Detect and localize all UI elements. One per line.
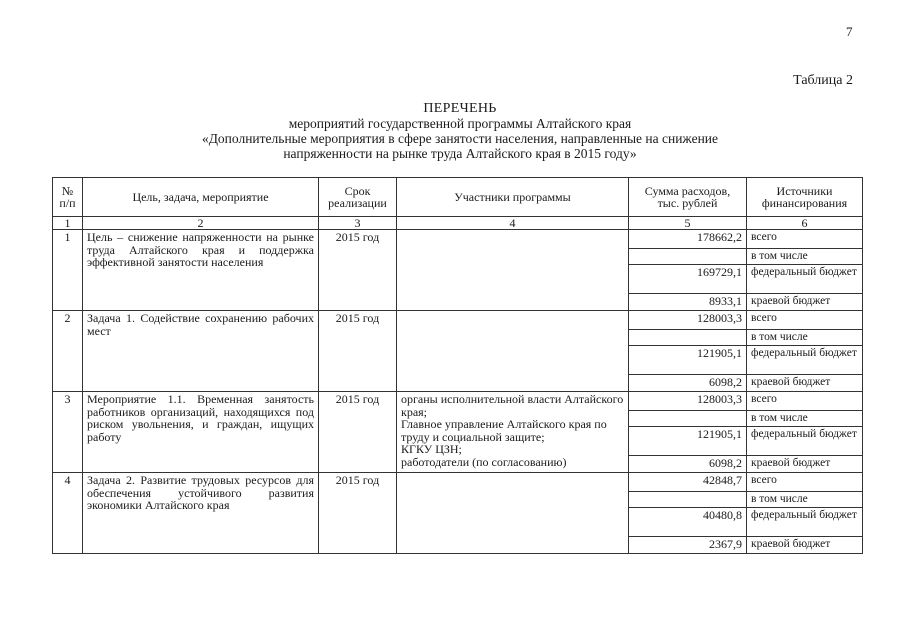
source-including: в том числе	[747, 492, 863, 508]
row-number: 3	[53, 392, 83, 473]
header-amount: Сумма расходов, тыс. рублей	[629, 178, 747, 217]
participant-line: КГКУ ЦЗН;	[401, 442, 462, 456]
row-term: 2015 год	[319, 230, 397, 311]
row-goal-text: Задача 1. Содействие сохранению рабочих мест	[83, 311, 319, 392]
amount-federal: 121905,1	[629, 346, 747, 375]
amount-empty	[629, 492, 747, 508]
row-number: 2	[53, 311, 83, 392]
table-row	[53, 473, 863, 492]
source-federal: федеральный бюджет	[747, 508, 863, 537]
table-row	[53, 230, 863, 249]
header-participants: Участники программы	[397, 178, 629, 217]
participant-line: Главное управление Алтайского края по труду и социальной защите;	[401, 417, 607, 444]
amount-total: 128003,3	[629, 311, 747, 330]
column-number: 4	[397, 217, 629, 230]
amount-empty	[629, 411, 747, 427]
table-row	[53, 311, 863, 330]
source-total: всего	[747, 392, 863, 411]
amount-federal: 169729,1	[629, 265, 747, 294]
title-line-3: напряженности на рынке труда Алтайского края в 2015 году»	[283, 146, 637, 161]
source-total: всего	[747, 311, 863, 330]
title-line-2: «Дополнительные мероприятия в сфере занятости населения, направленные на снижение	[201, 131, 719, 146]
amount-empty	[629, 330, 747, 346]
row-participants	[397, 230, 629, 311]
amount-total: 178662,2	[629, 230, 747, 249]
row-participants	[397, 311, 629, 392]
row-number: 1	[53, 230, 83, 311]
amount-total: 42848,7	[629, 473, 747, 492]
source-total: всего	[747, 230, 863, 249]
amount-federal: 40480,8	[629, 508, 747, 537]
source-regional: краевой бюджет	[747, 537, 863, 554]
participant-line: работодатели (по согласованию)	[401, 454, 567, 469]
header-term: Срок реализации	[319, 178, 397, 217]
header-num: № п/п	[53, 178, 83, 217]
source-federal: федеральный бюджет	[747, 346, 863, 375]
header-goal: Цель, задача, мероприятие	[83, 178, 319, 217]
column-number-row	[53, 217, 863, 230]
amount-regional: 6098,2	[629, 375, 747, 392]
amount-empty	[629, 249, 747, 265]
column-number: 1	[53, 217, 83, 230]
row-goal-text: Цель – снижение напряженности на рынке труда Алтайского края и поддержка эффективной занятости населения	[83, 230, 319, 311]
row-goal-text: Мероприятие 1.1. Временная занятость работников организаций, находящихся под риском увольнения, и граждан, ищущих работу	[83, 392, 319, 473]
source-federal: федеральный бюджет	[747, 265, 863, 294]
row-term: 2015 год	[319, 311, 397, 392]
table-label: Таблица 2	[793, 73, 853, 88]
header-sources: Источники финансирования	[747, 178, 863, 217]
column-number: 5	[629, 217, 747, 230]
column-number: 6	[747, 217, 863, 230]
table-row	[53, 392, 863, 411]
source-including: в том числе	[747, 411, 863, 427]
row-participants	[397, 473, 629, 554]
source-including: в том числе	[747, 249, 863, 265]
amount-regional: 8933,1	[629, 294, 747, 311]
amount-federal: 121905,1	[629, 427, 747, 456]
amount-total: 128003,3	[629, 392, 747, 411]
column-number: 3	[319, 217, 397, 230]
document-title	[150, 101, 770, 161]
amount-regional: 2367,9	[629, 537, 747, 554]
measures-table	[52, 177, 863, 554]
row-term: 2015 год	[319, 473, 397, 554]
row-participants	[397, 392, 629, 473]
row-term: 2015 год	[319, 392, 397, 473]
page-number: 7	[846, 24, 853, 39]
amount-regional: 6098,2	[629, 456, 747, 473]
table-header-row	[53, 178, 863, 217]
row-goal-text: Задача 2. Развитие трудовых ресурсов для обеспечения устойчивого развития экономики Алтайского края	[83, 473, 319, 554]
source-total: всего	[747, 473, 863, 492]
source-federal: федеральный бюджет	[747, 427, 863, 456]
participant-line: органы исполнительной власти Алтайского края;	[401, 392, 624, 419]
title-line-1: мероприятий государственной программы Алтайского края	[288, 116, 632, 131]
column-number: 2	[83, 217, 319, 230]
source-regional: краевой бюджет	[747, 294, 863, 311]
source-including: в том числе	[747, 330, 863, 346]
source-regional: краевой бюджет	[747, 456, 863, 473]
row-number: 4	[53, 473, 83, 554]
source-regional: краевой бюджет	[747, 375, 863, 392]
title-heading: ПЕРЕЧЕНЬ	[423, 101, 497, 116]
